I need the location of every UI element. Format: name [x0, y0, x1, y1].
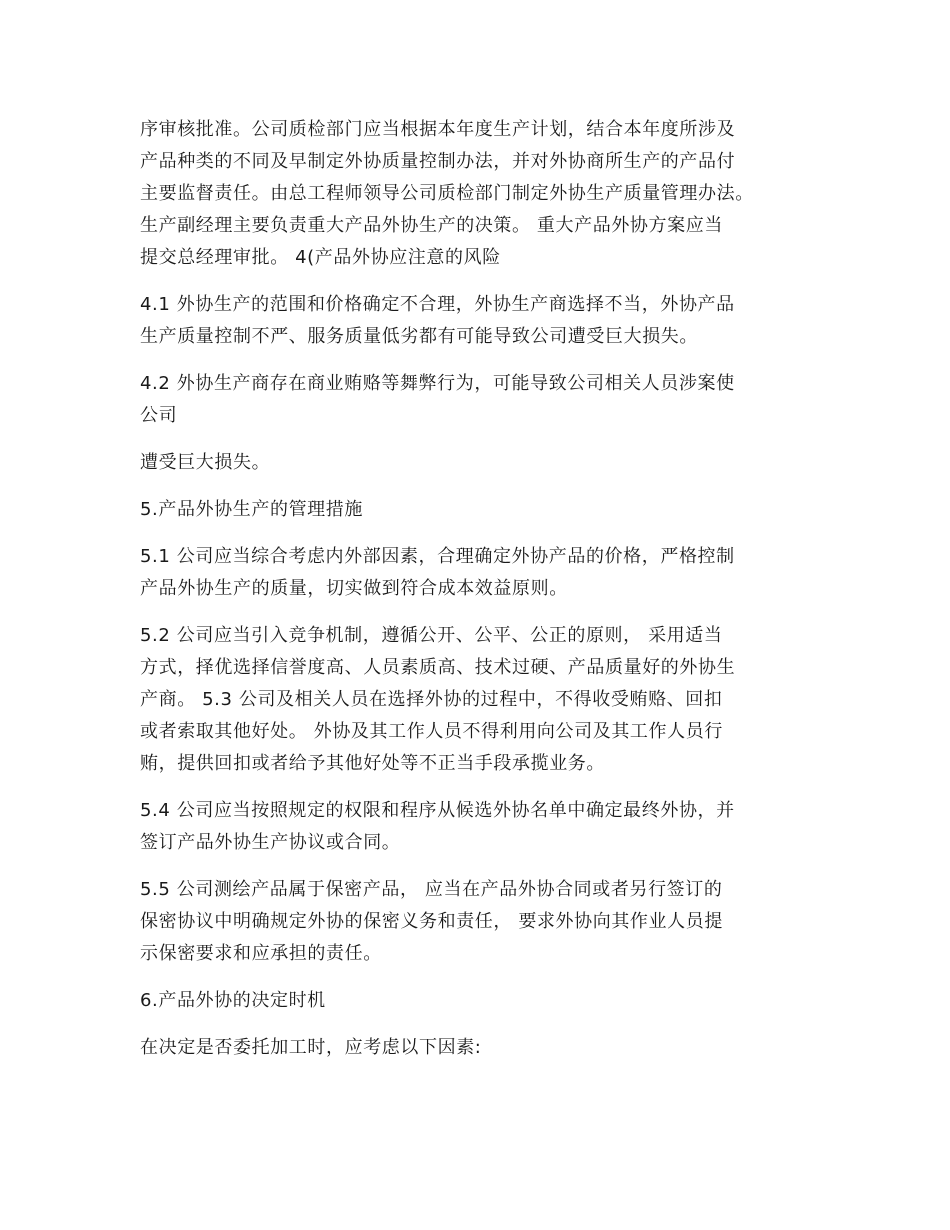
paragraph: [140, 1032, 820, 1064]
document-page: [140, 114, 820, 1079]
text-line: 保密协议中明确规定外协的保密义务和责任， 要求外协向其作业人员提: [140, 911, 723, 932]
text-line: 公司: [140, 405, 178, 426]
text-line: 遭受巨大损失。: [140, 452, 271, 473]
text-line: 贿，提供回扣或者给予其他好处等不正当手段承揽业务。: [140, 753, 605, 774]
text-line: 生产副经理主要负责重大产品外协生产的决策。 重大产品外协方案应当: [140, 215, 723, 236]
text-line: 产商。 5.3 公司及相关人员在选择外协的过程中，不得收受贿赂、回扣: [140, 689, 723, 710]
text-line: 或者索取其他好处。 外协及其工作人员不得利用向公司及其工作人员行: [140, 721, 723, 742]
text-line: 产品种类的不同及早制定外协质量控制办法，并对外协商所生产的产品付: [140, 151, 736, 172]
paragraph: [140, 494, 820, 526]
paragraph: [140, 985, 820, 1017]
text-line: 4.2 外协生产商存在商业贿赂等舞弊行为，可能导致公司相关人员涉案使: [140, 373, 735, 394]
paragraph: [140, 289, 820, 353]
text-line: 签订产品外协生产协议或合同。: [140, 832, 401, 853]
paragraph: [140, 447, 820, 479]
text-line: 提交总经理审批。 4(产品外协应注意的风险: [140, 247, 501, 268]
text-line: 5.产品外协生产的管理措施: [140, 499, 363, 520]
text-line: 方式，择优选择信誉度高、人员素质高、技术过硬、产品质量好的外协生: [140, 657, 736, 678]
text-line: 生产质量控制不严、服务质量低劣都有可能导致公司遭受巨大损失。: [140, 326, 698, 347]
text-line: 序审核批准。公司质检部门应当根据本年度生产计划，结合本年度所涉及: [140, 119, 736, 140]
paragraph: [140, 620, 820, 780]
text-line: 示保密要求和应承担的责任。: [140, 943, 382, 964]
text-line: 主要监督责任。由总工程师领导公司质检部门制定外协生产质量管理办法。: [140, 183, 754, 204]
text-line: 5.5 公司测绘产品属于保密产品， 应当在产品外协合同或者另行签订的: [140, 879, 723, 900]
paragraph: [140, 541, 820, 605]
text-line: 5.2 公司应当引入竞争机制，遵循公开、公平、公正的原则， 采用适当: [140, 625, 723, 646]
text-line: 在决定是否委托加工时，应考虑以下因素:: [140, 1037, 482, 1058]
paragraph: [140, 795, 820, 859]
paragraph: [140, 874, 820, 970]
document-body: [140, 114, 820, 1064]
paragraph: [140, 114, 820, 274]
paragraph: [140, 368, 820, 432]
text-line: 5.1 公司应当综合考虑内外部因素，合理确定外协产品的价格，严格控制: [140, 546, 735, 567]
text-line: 4.1 外协生产的范围和价格确定不合理，外协生产商选择不当，外协产品: [140, 294, 735, 315]
text-line: 5.4 公司应当按照规定的权限和程序从候选外协名单中确定最终外协，并: [140, 800, 735, 821]
text-line: 产品外协生产的质量，切实做到符合成本效益原则。: [140, 578, 568, 599]
text-line: 6.产品外协的决定时机: [140, 990, 326, 1011]
